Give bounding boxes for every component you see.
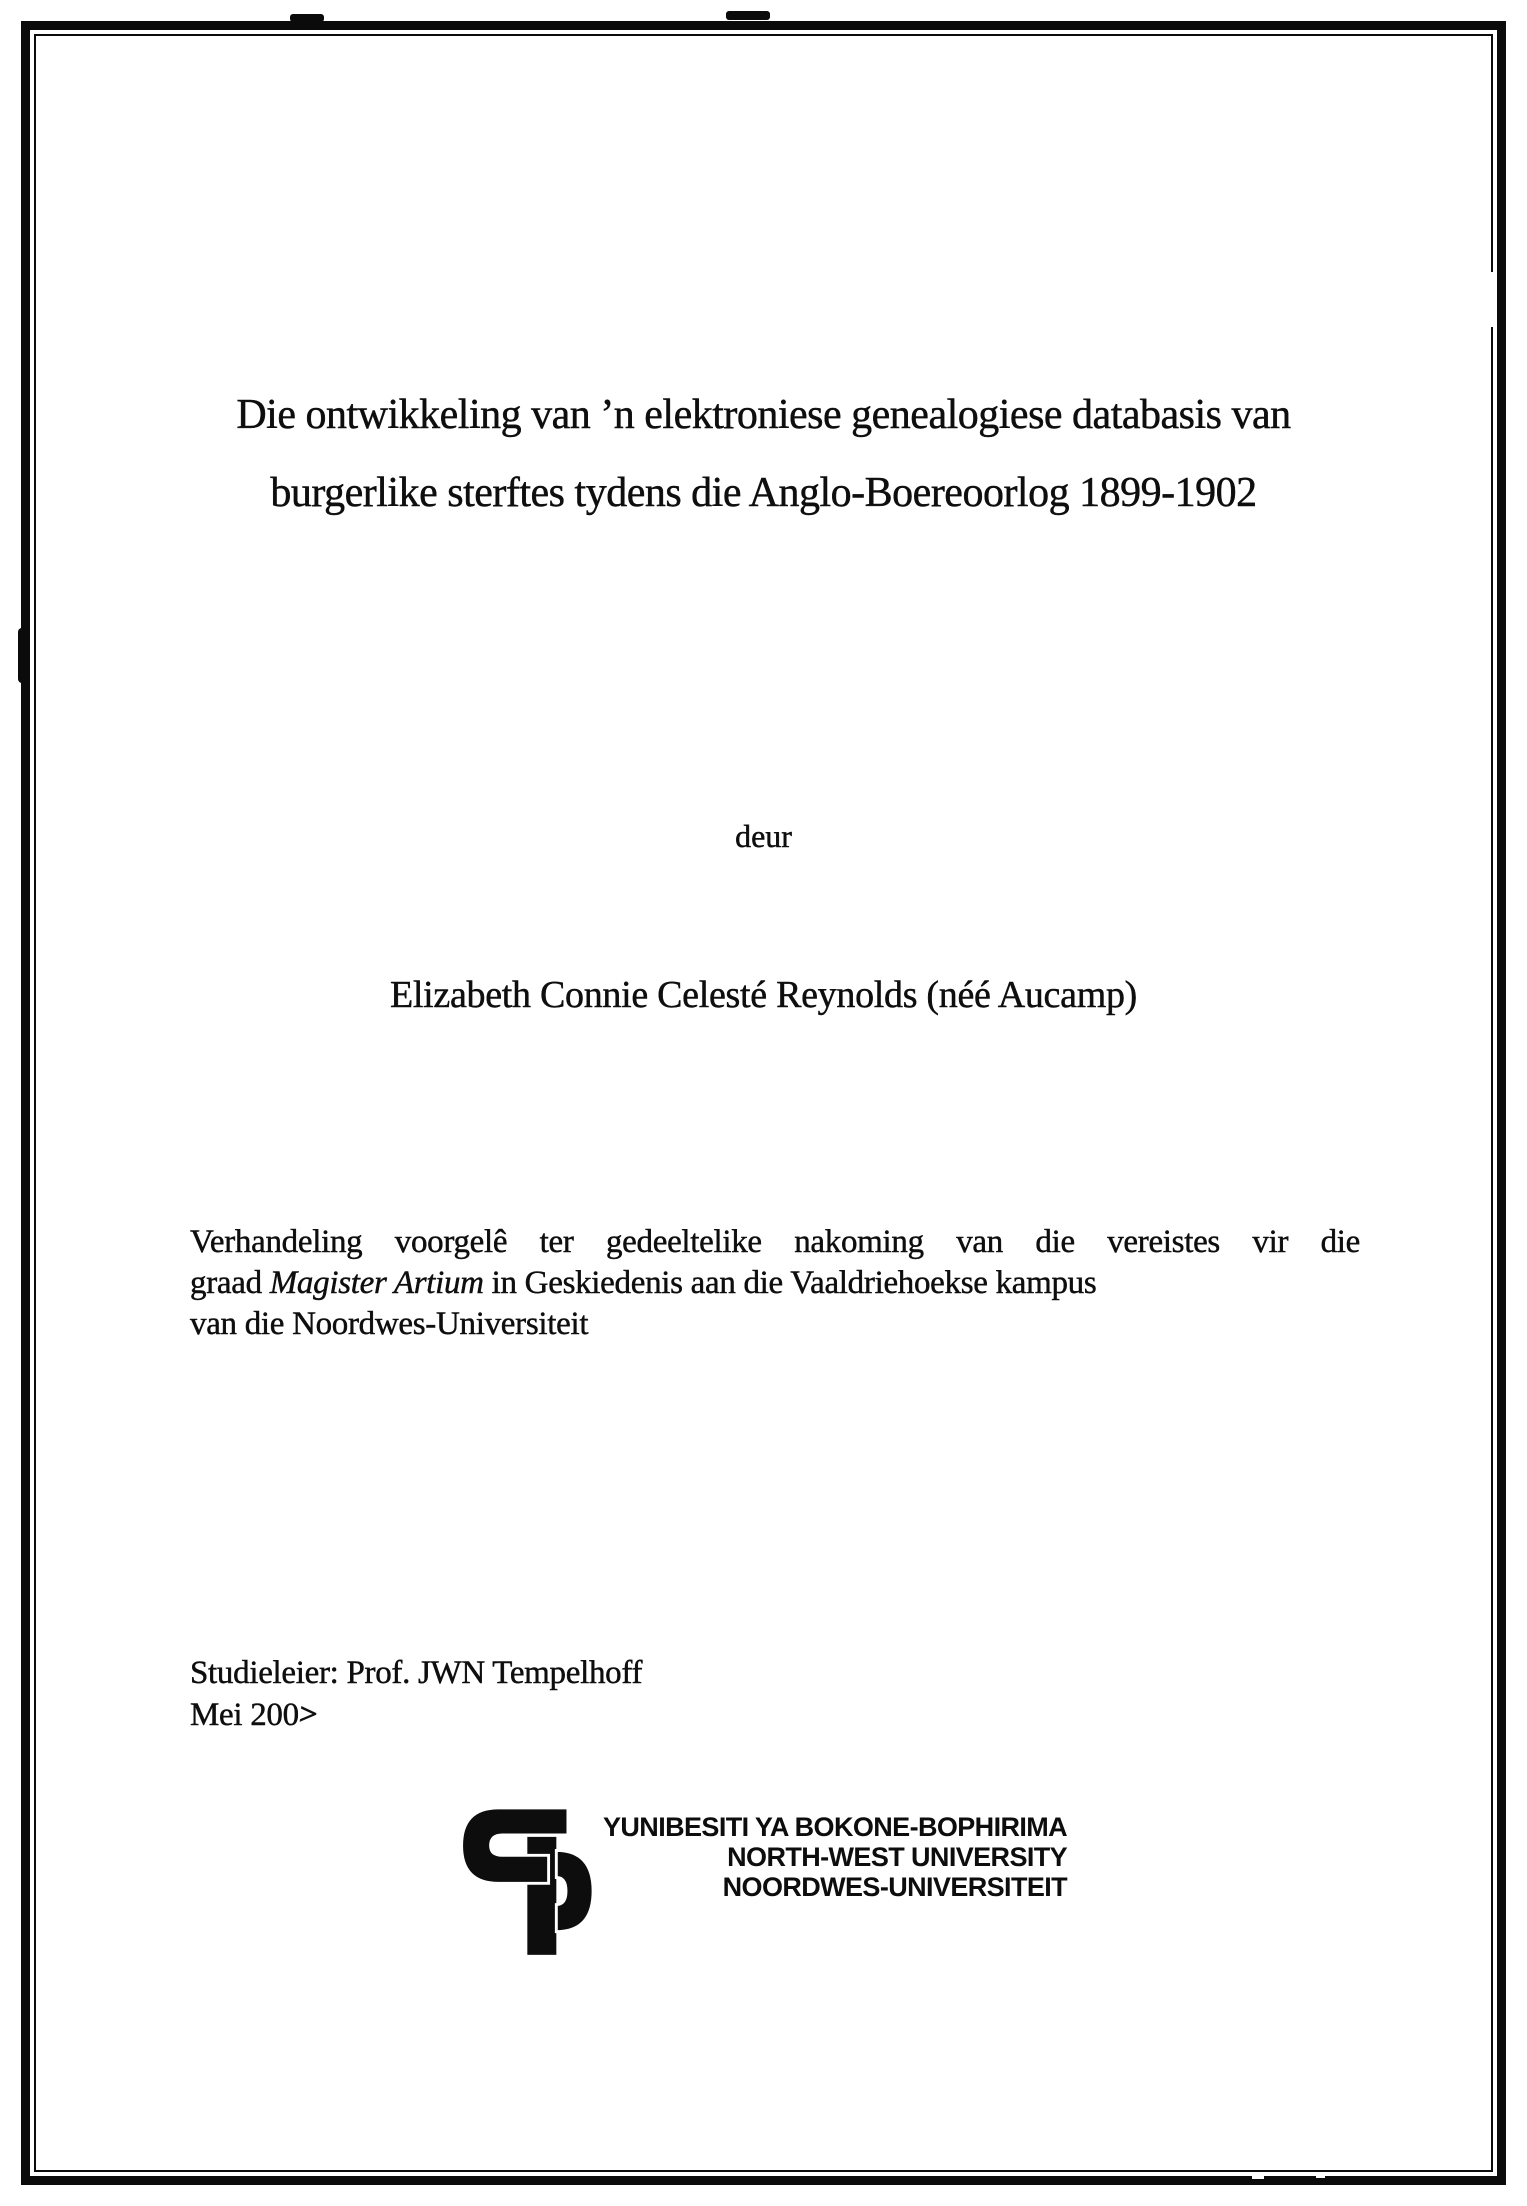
date-last-digit-glyph: >	[297, 1698, 320, 1732]
degree-name: Magister Artium	[269, 1265, 484, 1301]
author-name: Elizabeth Connie Celesté Reynolds (néé Aucamp)	[389, 974, 1138, 1016]
submission-line-2-prefix: graad	[190, 1265, 270, 1301]
date-text: Mei 200	[190, 1697, 299, 1733]
submission-line-1: Verhandeling voorgelê ter gedeeltelike nakoming van die vereistes vir die	[190, 1224, 1360, 1260]
logo-text-afrikaans: NOORDWES-UNIVERSITEIT	[722, 1872, 1068, 1902]
interlocked-links-icon	[450, 1796, 595, 1959]
scan-artifact	[290, 14, 324, 22]
submission-line-3: van die Noordwes-Universiteit	[190, 1306, 589, 1342]
logo-text-setswana: YUNIBESITI YA BOKONE-BOPHIRIMA	[603, 1812, 1068, 1842]
submission-line-2	[190, 1263, 1360, 1304]
logo-text-english: NORTH-WEST UNIVERSITY	[727, 1842, 1068, 1872]
university-logo-text	[603, 1796, 1067, 1902]
byline-label: deur	[735, 818, 792, 854]
scan-artifact	[726, 11, 770, 20]
university-logo	[450, 1796, 1067, 1959]
scan-artifact	[1316, 2173, 1325, 2178]
thesis-title	[150, 376, 1377, 532]
thesis-title-line-1: Die ontwikkeling van ’n elektroniese genealogiese databasis van	[236, 392, 1291, 438]
submission-statement	[190, 1222, 1360, 1345]
date-line	[190, 1694, 642, 1736]
thesis-title-line-2: burgerlike sterftes tydens die Anglo-Boereoorlog 1899-1902	[270, 470, 1257, 516]
scan-artifact	[1489, 272, 1494, 327]
scan-artifact	[1252, 2174, 1264, 2179]
supervisor-block	[190, 1652, 642, 1736]
scan-artifact	[18, 628, 30, 683]
supervisor-line: Studieleier: Prof. JWN Tempelhoff	[190, 1655, 643, 1691]
submission-line-2-suffix: in Geskiedenis aan die Vaaldriehoekse kampus	[483, 1265, 1097, 1301]
